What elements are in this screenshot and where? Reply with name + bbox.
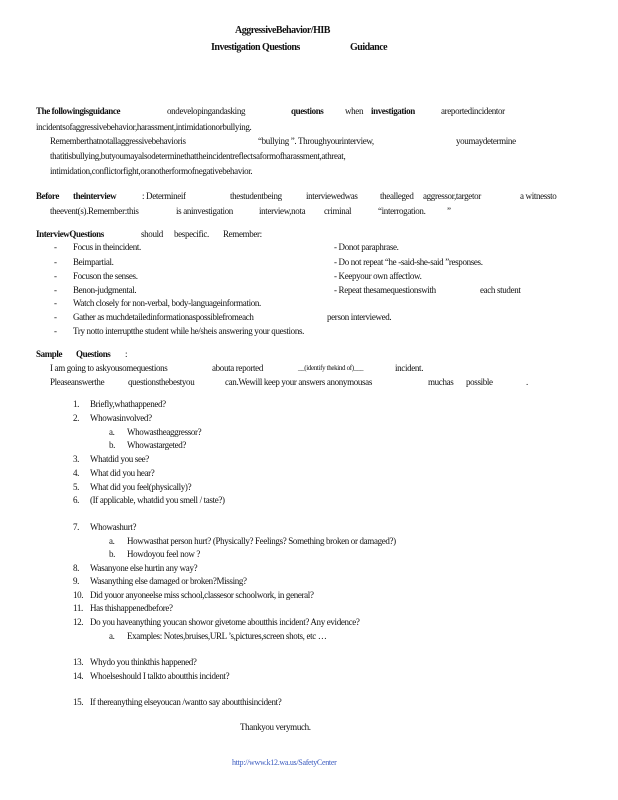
question-number: 10. [73, 590, 84, 600]
before-label: Before [36, 191, 59, 201]
before-line2-a: theevent(s).Remember:this [50, 206, 139, 216]
intro-line-3b: “bullying ”. Throughyourinterview, [258, 136, 374, 146]
before-text-c: interviewedwas [306, 191, 358, 201]
bullet-dash: - [54, 242, 57, 252]
subquestion-text: Howdoyou feel now ? [127, 549, 201, 559]
bullet-dash: - [54, 285, 57, 295]
interview-tip: Try notto interruptthe student while he/sheis answering your questions. [73, 326, 305, 336]
sample-line-1b: abouta reported [212, 363, 263, 373]
interview-specific: bespecific. [174, 229, 209, 239]
thank-you: Thankyou verymuch. [240, 722, 311, 732]
subquestion-text: Whowastargeted? [127, 440, 187, 450]
question-number: 15. [73, 697, 84, 707]
before-line2-b: is aninvestigation [176, 206, 233, 216]
before-line2-e: “interrogation. [378, 206, 426, 216]
before-label-2: theinterview [73, 191, 117, 201]
interview-heading: InterviewQuestions [36, 229, 104, 239]
before-text-a: : Determineif [142, 191, 186, 201]
sample-line-2f: . [526, 377, 528, 387]
subquestion-text: Howwasthat person hurt? (Physically? Feelings? Something broken or damaged?) [127, 536, 396, 546]
subquestion-text: Examples: Notes,bruises,URL ’s,pictures,screen shots, etc … [127, 631, 327, 641]
title-investigation-questions: Investigation Questions [211, 42, 300, 53]
sample-line-2e: possible [466, 377, 493, 387]
question-number: 3. [73, 454, 80, 464]
interview-tip-right-tail: each student [480, 285, 521, 295]
subquestion-letter: a. [109, 536, 115, 546]
sample-line-2a: Pleaseanswerthe [50, 377, 105, 387]
question-text: What did you hear? [90, 468, 155, 478]
before-text-f: a witnessto [520, 191, 557, 201]
before-line2-d: criminal [324, 206, 352, 216]
interview-tip-right: - Repeat thesamequestionswith [334, 285, 436, 295]
title-line-1: AggressiveBehavior/HIB [235, 25, 330, 36]
before-text-e: aggressor,targetor [423, 191, 481, 201]
bullet-dash: - [54, 271, 57, 281]
interview-tip: Focuson the senses. [73, 271, 138, 281]
sample-line-1d: incident. [395, 363, 424, 373]
question-text: Briefly,whathappened? [90, 399, 166, 409]
subquestion-letter: b. [109, 549, 116, 559]
interview-tip: Benon-judgmental. [73, 285, 137, 295]
sample-line-2b: questionsthebestyou [128, 377, 195, 387]
sample-line-1c: __(identify thekind of)___ [298, 364, 364, 372]
question-text: Did youor anyoneelse miss school,classesor schoolwork, in general? [90, 590, 314, 600]
intro-text: ondevelopingandasking [167, 106, 246, 116]
interview-should: should [141, 229, 163, 239]
sample-line-2c: can.Wewill keep your answers anonymousas [225, 377, 372, 387]
question-text: Has thishappenedbefore? [90, 603, 173, 613]
question-number: 4. [73, 468, 80, 478]
interview-tip: Focus in theincident. [73, 242, 141, 252]
footer-link[interactable]: http://www.k12.wa.us/SafetyCenter [232, 758, 337, 767]
question-number: 12. [73, 617, 84, 627]
intro-when: when [345, 106, 364, 116]
question-number: 14. [73, 671, 84, 681]
interview-tip-right: - Donot paraphrase. [334, 242, 399, 252]
question-number: 1. [73, 399, 80, 409]
interview-tip-tail: person interviewed. [327, 312, 392, 322]
subquestion-text: Whowastheaggressor? [127, 427, 202, 437]
intro-lead: The followingisguidance [36, 106, 121, 116]
before-text-d: thealleged [380, 191, 414, 201]
subquestion-letter: a. [109, 427, 115, 437]
before-line2-c: interview,nota [259, 206, 306, 216]
question-number: 8. [73, 563, 80, 573]
intro-questions: questions [291, 106, 324, 116]
question-number: 2. [73, 413, 80, 423]
bullet-dash: - [54, 312, 57, 322]
interview-tip: Gather as muchdetailedinformationaspossiblefromeach [73, 312, 254, 322]
bullet-dash: - [54, 257, 57, 267]
sample-label-2: Questions [76, 349, 111, 359]
subquestion-letter: a. [109, 631, 115, 641]
sample-line-1a: I am going to askyousomequestions [50, 363, 168, 373]
question-text: Whowashurt? [90, 522, 137, 532]
bullet-dash: - [54, 298, 57, 308]
intro-reported: areportedincidentor [441, 106, 505, 116]
question-number: 9. [73, 576, 80, 586]
interview-tip-right: - Do not repeat “he -said-she-said ”responses. [334, 257, 483, 267]
question-text: Whydo you thinkthis happened? [90, 657, 197, 667]
question-text: Whatdid you see? [90, 454, 149, 464]
question-text: Wasanything else damaged or broken?Missing? [90, 576, 247, 586]
interview-tip: Watch closely for non-verbal, body-languageinformation. [73, 298, 261, 308]
question-number: 11. [73, 603, 83, 613]
intro-line-5: intimidation,conflictorfight,oranotherformofnegativebehavior. [50, 166, 253, 176]
before-line2-f: ” [447, 206, 451, 216]
interview-tip-right: - Keepyour own affectlow. [334, 271, 422, 281]
question-text: Whowasinvolved? [90, 413, 152, 423]
question-number: 7. [73, 522, 80, 532]
bullet-dash: - [54, 326, 57, 336]
sample-label: Sample [36, 349, 63, 359]
interview-tip: Beimpartial. [73, 257, 114, 267]
intro-line-3c: youmaydetermine [456, 136, 516, 146]
intro-investigation: investigation [371, 106, 415, 116]
sample-line-2d: muchas [428, 377, 454, 387]
question-number: 5. [73, 482, 80, 492]
question-number: 6. [73, 495, 80, 505]
interview-remember: Remember: [223, 229, 262, 239]
sample-colon: : [125, 349, 128, 359]
question-text: Do you haveanything youcan showor givetome aboutthis incident? Any evidence? [90, 617, 360, 627]
question-text: Whoelseshould I talkto aboutthis incident? [90, 671, 230, 681]
question-text: Wasanyone else hurtin any way? [90, 563, 198, 573]
question-text: (If applicable, whatdid you smell / taste?) [90, 495, 225, 505]
question-text: If thereanything elseyoucan /wantto say aboutthisincident? [90, 697, 282, 707]
question-text: What did you feel(physically)? [90, 482, 192, 492]
intro-line-3a: Rememberthatnotallaggressivebehavioris [50, 136, 186, 146]
question-number: 13. [73, 657, 84, 667]
before-text-b: thestudentbeing [230, 191, 282, 201]
subquestion-letter: b. [109, 440, 116, 450]
intro-line-2: incidentsofaggressivebehavior,harassment,intimidationorbullying. [36, 122, 252, 132]
intro-line-4: thatitisbullying,butyoumayalsodeterminethattheincidentreflectsaformofharassment,athreat, [50, 151, 346, 161]
title-guidance: Guidance [350, 42, 388, 53]
